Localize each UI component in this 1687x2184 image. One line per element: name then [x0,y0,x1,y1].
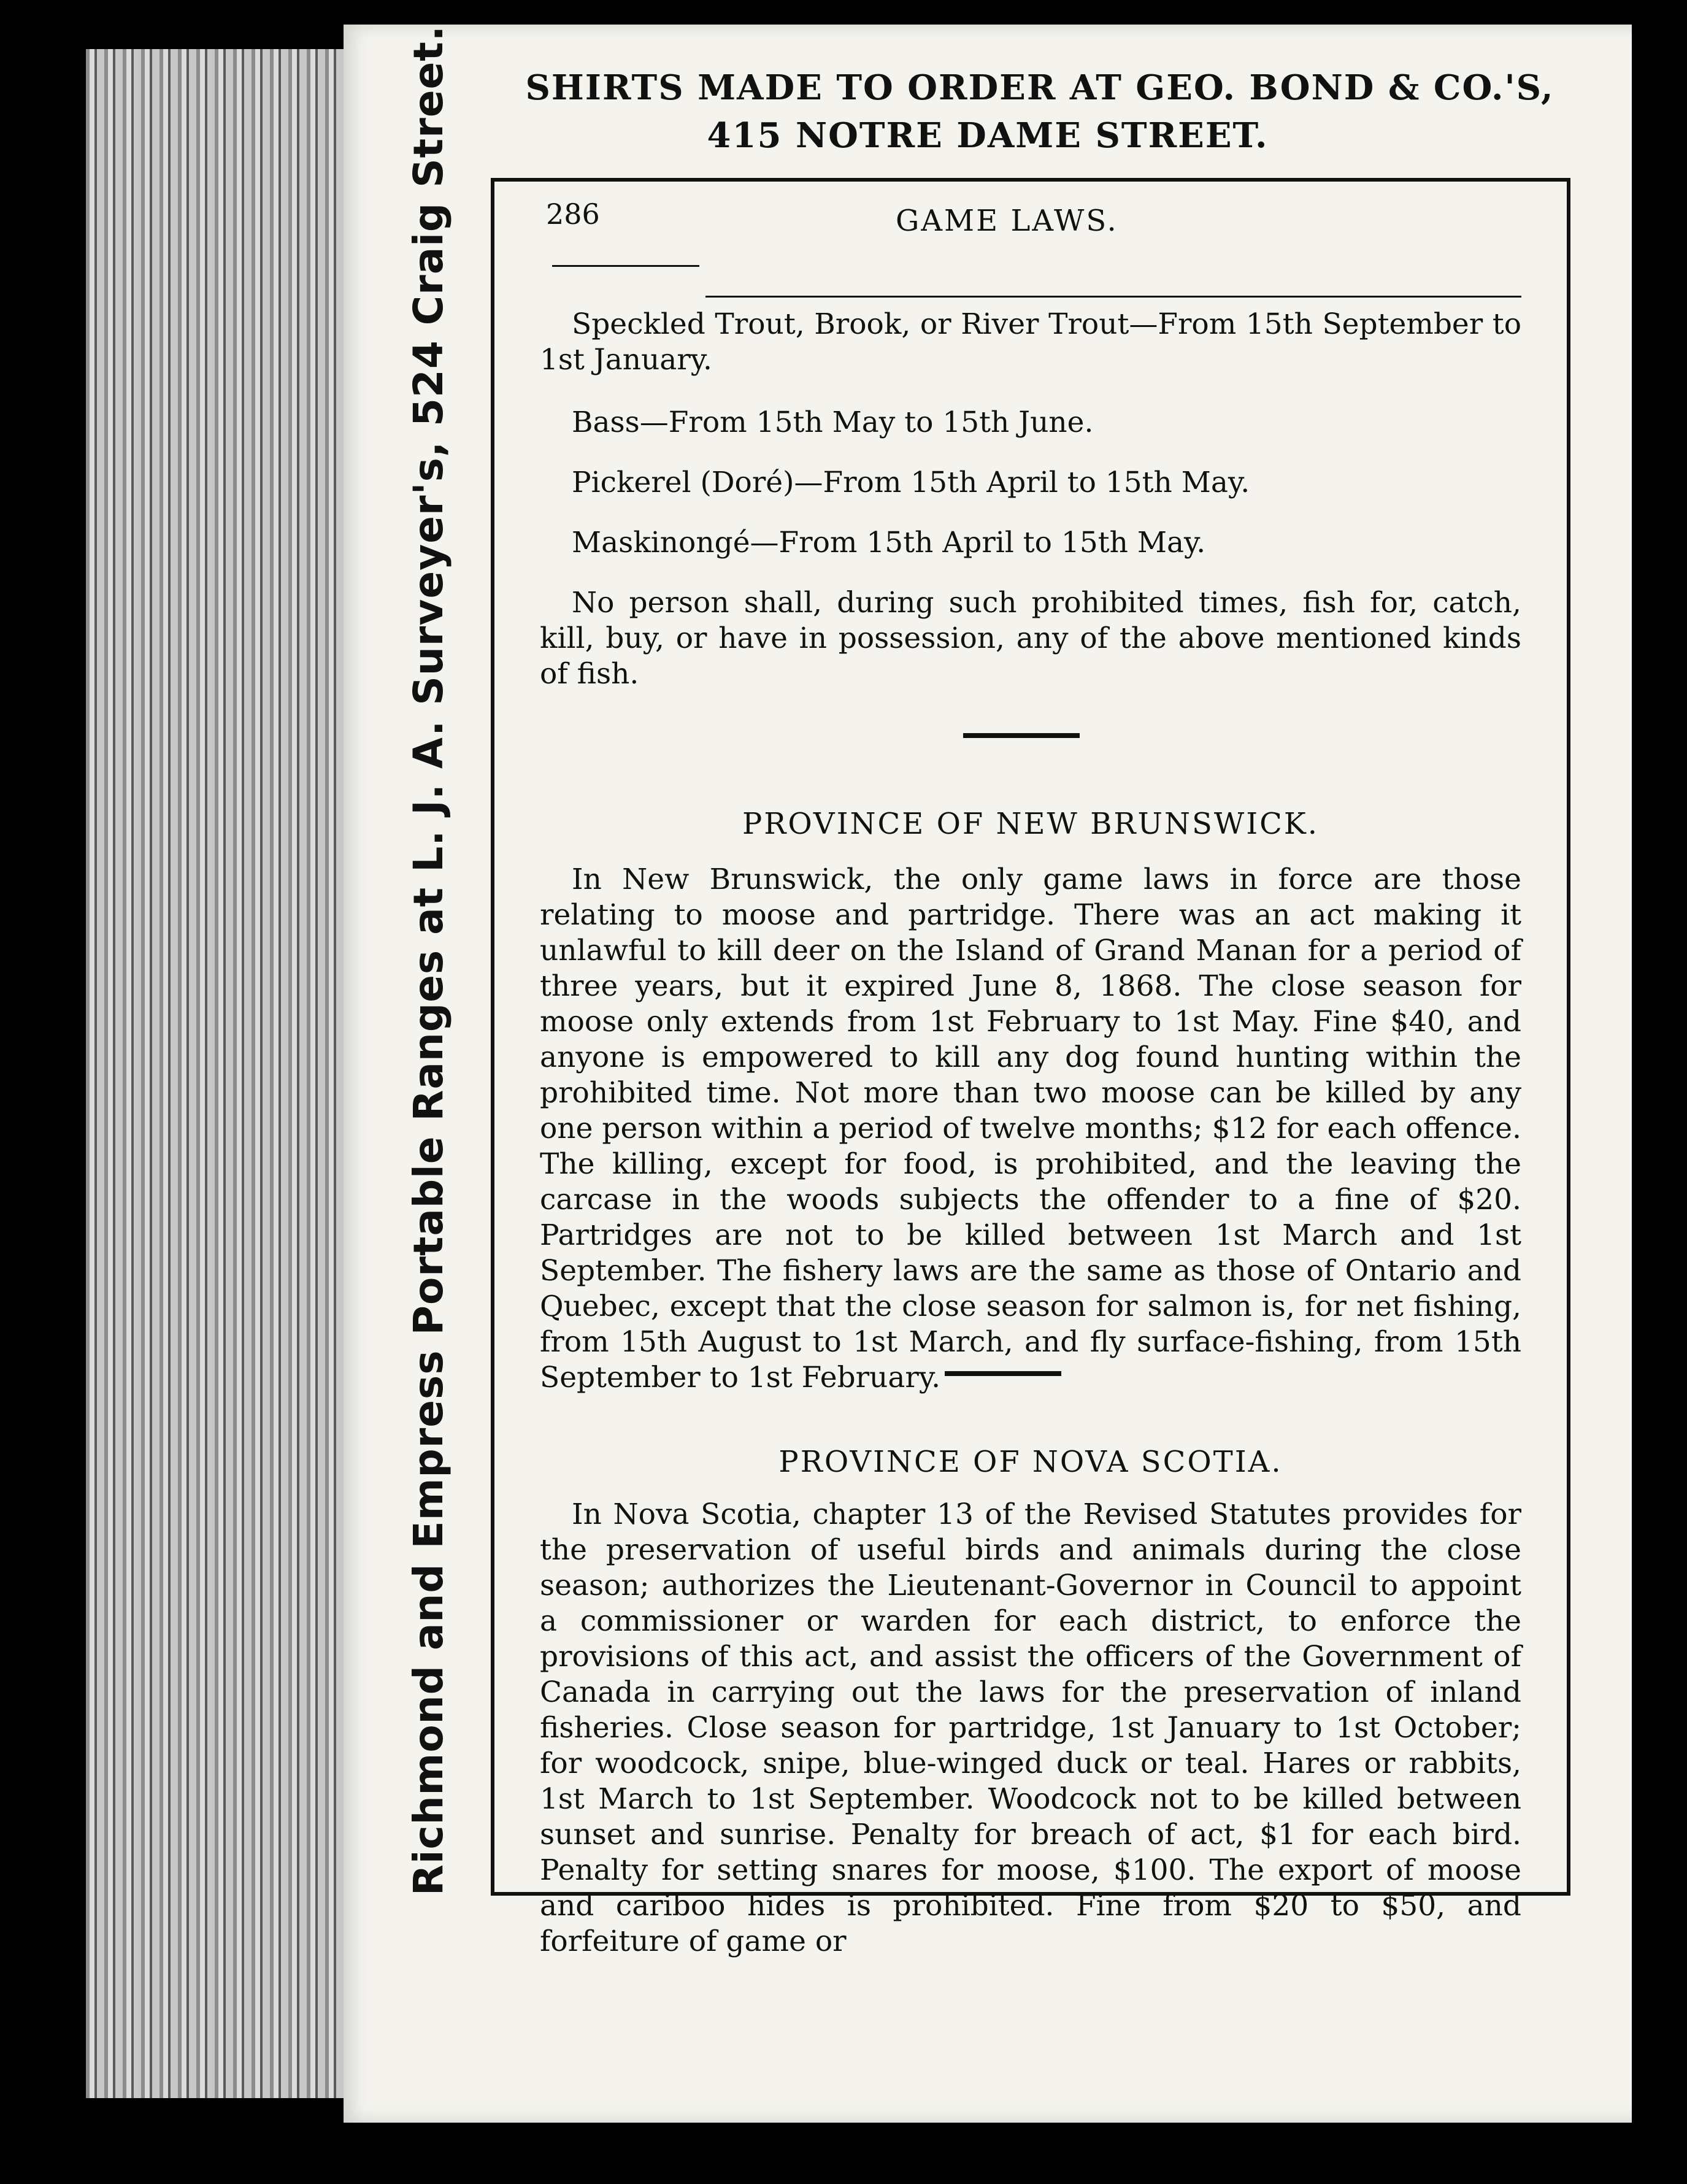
side-advert: Richmond and Empress Portable Ranges at L. J. A. Surveyer's, 524 Craig Street. [405,25,452,1896]
advert-header-line-2: 415 NOTRE DAME STREET. [707,115,1269,156]
fish-season-maskinonge: Maskinongé—From 15th April to 15th May. [572,526,1206,559]
advert-header-line-1: SHIRTS MADE TO ORDER AT GEO. BOND & CO.'S, [525,67,1554,108]
fish-season-trout: Speckled Trout, Brook, or River Trout—From 15th September to 1st January. [540,307,1521,377]
fish-season-bass: Bass—From 15th May to 15th June. [572,406,1094,439]
header-rule-long [705,296,1521,298]
section-divider [963,733,1080,738]
section-divider [945,1371,1061,1376]
section-text-new-brunswick: In New Brunswick, the only game laws in force are those relating to moose and partridge. There was an act making it unlawful to kill deer on the Island of Grand Manan for a period of three years, but it expired June 8, 1868. The close season for moose only extends from 1st February to 1st May. Fine $40, and anyone is empowered to kill any dog found hunting within the prohibited time. Not more than two moose can be killed by any one person within a period of twelve months; $12 for each offence. The killing, except for food, is prohibited, and the leaving the carcase in the woods subjects the offender to a fine of $20. Partridges are not to be killed between 1st March and 1st September. The fishery laws are the same as those of Ontario and Quebec, except that the close season for salmon is, for net fishing, from 15th August to 1st March, and fly surface-fishing, from 15th September to 1st February. [540,863,1521,1394]
book-page-edges [86,49,368,2098]
section-title-nova-scotia: PROVINCE OF NOVA SCOTIA. [778,1445,1283,1479]
page-number: 286 [546,198,600,231]
gutter-shadow [1632,0,1687,2184]
running-head: GAME LAWS. [896,204,1118,238]
fish-season-pickerel: Pickerel (Doré)—From 15th April to 15th May. [572,466,1250,499]
header-rule-short [552,265,699,267]
fish-prohibition-note: No person shall, during such prohibited times, fish for, catch, kill, buy, or have in possession, any of the above mentioned kinds of fish. [540,586,1521,691]
section-title-new-brunswick: PROVINCE OF NEW BRUNSWICK. [742,807,1320,841]
section-text-nova-scotia: In Nova Scotia, chapter 13 of the Revised Statutes provides for the preservation of useful birds and animals during the close season; authorizes the Lieutenant-Governor in Council to appoint a commissioner or warden for each district, to enforce the provisions of this act, and assist the officers of the Government of Canada in carrying out the laws for the preservation of inland fisheries. Close season for partridge, 1st January to 1st October; for woodcock, snipe, blue-winged duck or teal. Hares or rabbits, 1st March to 1st September. Woodcock not to be killed between sunset and sunrise. Penalty for breach of act, $1 for each bird. Penalty for setting snares for moose, $100. The export of moose and cariboo hides is prohibited. Fine from $20 to $50, and forfeiture of game or [540,1498,1521,1958]
